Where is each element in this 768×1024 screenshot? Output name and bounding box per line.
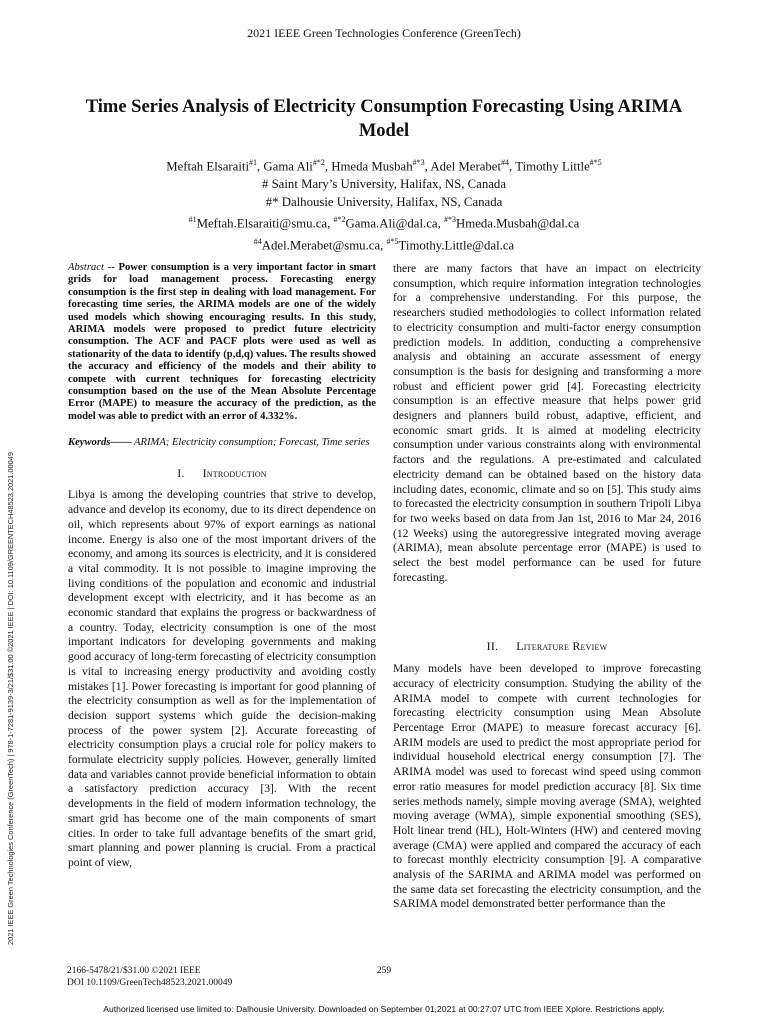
keywords-text: ARIMA; Electricity consumption; Forecast, Time series: [131, 437, 370, 449]
page-number: 259: [376, 966, 392, 976]
email-sup: #*2: [333, 215, 346, 225]
author-name: Gama Ali: [263, 159, 313, 174]
paper-title: Time Series Analysis of Electricity Consumption Forecasting Using ARIMA Model: [85, 97, 683, 141]
author-sup: #*2: [312, 158, 325, 167]
introduction-continued-text: there are many factors that have an impact on electricity consumption, which require information integration technologies for a comprehensive understanding. For this purpose, the researchers studied methodologies to collect information related to electricity consumption and multi-factor energy consumption prediction models. In addition, conducting a comprehensive analysis and obtaining an accurate assessment of energy consumption is the basis for designing and transforming a more robust and efficient power grid [4]. Forecasting electricity consumption is an effective measure that helps power grid designers and planners build robust, adaptive, efficient, and economic smart grids. It is aimed at modeling electricity consumption under various constraints along with environmental factors and the regulations. A pre-estimated and calculated electricity demand can be obtained based on the history data including dates, economic, climate and so on [5]. This study aims to forecasted the electricity consumption in southern Tripoli Libya for two weeks based on data from Jan 1st, 2016 to Mar 24, 2016 (12 Weeks) using the autoregressive integrated moving average (ARIMA), mean absolute percentage error (MAPE) is used to select the best model performance can be used for future forecasting.: [393, 262, 701, 584]
author-email: Gama.Ali@dal.ca,: [345, 216, 441, 231]
keywords: [68, 437, 376, 449]
section-heading-introduction: [68, 466, 376, 481]
authorization-notice: Authorized licensed use limited to: Dalhousie University. Downloaded on September 01,2021 at 00:27:07 UTC from IEEE Xplore. Restrictions apply.: [103, 1004, 665, 1014]
author-names: Meftah Elsaraiti$^{\#1}$, Gama Ali$^{\#*2}$, Hmeda Musbah$^{\#*3}$, Adel Merabet$^{\#4}$, Timothy Little$^{\#*5}$: [166, 158, 602, 174]
section-title: Introduction: [202, 465, 267, 480]
author-sup: #*5: [589, 158, 602, 167]
author-block: [60, 154, 708, 254]
author-name: Adel Merabet: [430, 159, 502, 174]
right-column: [393, 262, 701, 912]
email-sup: #*5: [386, 236, 399, 246]
abstract-text: -- Power consumption is a very important factor in smart grids for load management process. Forecasting energy consumption is the first step in dealing with load management. For forecasting time series, the ARIMA models are one of the widely used models which showing encouraging results. In this study, ARIMA models were proposed to predict future electricity consumption. The ACF and PACF plots were used as well as stationarity of the data to identify (p,d,q) values. The results showed the accuracy and efficiency of the models and their ability to compete with current techniques for forecasting electricity consumption based on the use of the Mean Absolute Percentage Error (MAPE) to measure the accuracy of the prediction, as the model was able to predict with an error of 4.332%.: [68, 262, 376, 422]
left-column: [68, 262, 376, 871]
email-sup: #4: [253, 236, 262, 246]
email-sup: #*3: [444, 215, 456, 225]
author-email: Meftah.Elsaraiti@smu.ca,: [196, 216, 331, 231]
email-sup: #1: [188, 215, 197, 225]
keywords-label: Keywords——: [68, 437, 132, 449]
author-name: Hmeda Musbah: [331, 159, 413, 174]
conference-header: 2021 IEEE Green Technologies Conference (GreenTech): [247, 26, 521, 40]
author-email: Timothy.Little@dal.ca: [398, 237, 515, 252]
section-number: II.: [486, 639, 499, 654]
author-sup: #*3: [412, 158, 425, 167]
author-emails-2: [60, 233, 708, 254]
abstract: [68, 262, 376, 423]
author-sup: #1: [249, 158, 258, 167]
author-email: Adel.Merabet@smu.ca,: [261, 237, 384, 252]
literature-review-text: Many models have been developed to improve forecasting accuracy of electricity consumption. Studying the ability of the ARIMA model to compete with current technologies for forecasting electricity consumption using Mean Absolute Percentage Error (MAPE) to measure forecast accuracy [6]. ARIM models are used to predict the most appropriate period for individual household electrical energy consumption [7]. The ARIMA model was used to forecast wind speed using common error ratio measures for model prediction accuracy [8]. Six time series methods namely, simple moving average (SMA), weighted moving average (WMA), simple exponential smoothing (SES), Holt linear trend (HL), Holt-Winters (HW) and centered moving average (CMA) were applied and compared the accuracy of each to forecast monthly electricity consumption [9]. A comparative analysis of the SARIMA and ARIMA model was performed on the same data set forecasting the electricity consumption, and the SARIMA model demonstrated better performance than the: [393, 662, 701, 911]
affiliation-smu: # Saint Mary’s University, Halifax, NS, Canada: [261, 177, 507, 192]
section-heading-literature-review: [393, 639, 701, 654]
doi-side-strip: 2021 IEEE Green Technologies Conference (GreenTech) | 978-1-7281-9139-3/21/$31.00 ©2021 IEEE | DOI: 10.1109/GREENTECH48523.2021.00049: [6, 452, 15, 945]
footer-issn: 2166-5478/21/$31.00 ©2021 IEEE: [67, 966, 201, 976]
footer-doi: DOI 10.1109/GreenTech48523.2021.00049: [67, 977, 233, 988]
author-sup: #4: [501, 158, 510, 167]
author-name: Timothy Little: [515, 159, 590, 174]
introduction-text: Libya is among the developing countries that strive to develop, advance and develop its economy, due to its direct dependence on oil, which represents about 97% of export earnings as national income. Energy is also one of the most important drivers of the economy, and among its sources is electricity, and it is considered a vital commodity. It is not possible to imagine improving the living conditions of the population and economic and industrial development except with electricity, and it has become as an economic standard that explains the progress or backwardness of a country. Today, electricity consumption is one of the most important indicators for developing governments and making good accuracy of long-term forecasting of electricity consumption is vital to increasing energy productivity and avoiding costly mistakes [1]. Power forecasting is important for good planning of the electricity consumption as well as for the implementation of decision support systems which guide the decision-making process of the power system [2]. Accurate forecasting of electricity consumption plays a crucial role for policy makers to formulate electricity supply policies. However, generally limited data and variables cannot provide beneficial information to obtain a satisfactory prediction accuracy [3]. With the recent developments in the field of modern information technology, the smart grid has become one of the main components of smart cities. In order to take full advantage benefits of the smart grid, smart planning and power planning is crucial. From a practical point of view,: [68, 488, 376, 869]
column-spacer: [393, 585, 701, 623]
section-title: Literature Review: [516, 639, 608, 654]
affiliation-dal: #* Dalhousie University, Halifax, NS, Canada: [265, 195, 503, 210]
abstract-label: Abstract: [68, 262, 104, 273]
author-email: Hmeda.Musbah@dal.ca: [456, 216, 580, 231]
author-name: Meftah Elsaraiti: [166, 159, 250, 174]
author-emails-1: [60, 211, 708, 232]
section-number: I.: [177, 465, 185, 480]
